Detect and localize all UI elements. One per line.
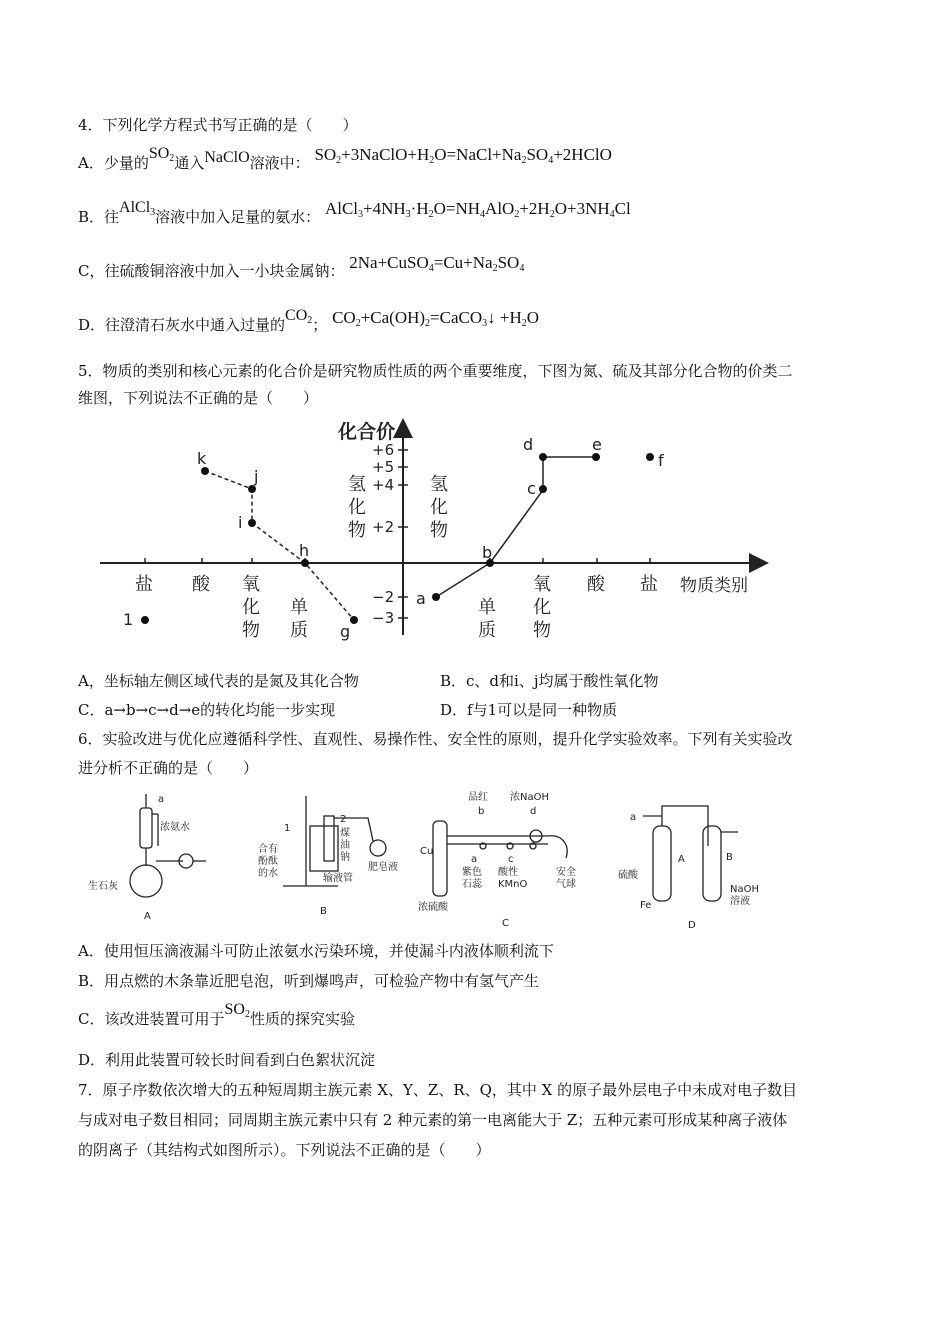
svg-text:化: 化 (533, 597, 551, 618)
fig-c-d: d (530, 806, 537, 817)
svg-text:化: 化 (430, 497, 448, 518)
fig-d-naoh: NaOH (730, 884, 759, 895)
category-label-element-right (478, 597, 496, 641)
chart-point-label-j: j (254, 467, 259, 486)
fig-c-fuchsin: 品红 (468, 792, 488, 803)
fig-d-acid: 硫酸 (618, 870, 638, 881)
chart-point-k (201, 467, 209, 475)
q4-c-equation: $2Na+CuSO_4=Cu+Na_2SO_4$ (349, 253, 525, 274)
fig-b-water1: 合有 (258, 844, 278, 855)
y-tick-label: +5 (372, 458, 395, 476)
fig-c-b: b (478, 806, 485, 817)
fig-b-water3: 的水 (258, 868, 278, 879)
fig-b-tube: 输液管 (323, 873, 353, 884)
fig-b-water2: 酚酞 (258, 856, 278, 867)
q4-d-equation: $CO_2+Ca(OH)_2=CaCO_3↓ +H_2O$ (332, 308, 540, 329)
q4-option-a[interactable]: A．少量的$SO_2$通入NaClO溶液中： $SO_2+3NaClO+H_2O=NaCl+Na_2SO_4+2HClO$ (78, 145, 612, 172)
category-label-salt-right: 盐 (640, 574, 658, 595)
chart-point-label-e: e (592, 435, 602, 454)
experiment-figures (78, 786, 798, 936)
category-labels (135, 474, 658, 641)
q5-stem-line2: 维图，下列说法不正确的是（ ） (78, 389, 319, 407)
fig-c-a: a (471, 854, 478, 865)
category-label-acid-right: 酸 (587, 574, 605, 595)
dashed-connector (205, 471, 354, 620)
fig-d-a: a (630, 812, 637, 823)
chart-point-1 (141, 616, 149, 624)
y-tick-labels (372, 441, 394, 627)
fig-a-label-a: a (158, 794, 165, 805)
fig-b-sodium: 钠 (340, 852, 350, 863)
svg-text:物: 物 (348, 520, 366, 541)
fig-b-coal: 煤 (340, 828, 350, 839)
q7-line2: 与成对电子数目相同；同周期主族元素中只有 2 种元素的第一电离能大于 Z；五种元素可形成某种离子液体 (78, 1111, 788, 1129)
category-label-salt-left: 盐 (135, 574, 153, 595)
category-label-oxide-left-vertical (242, 574, 260, 641)
fig-d-B: B (726, 852, 733, 863)
q5-option-a[interactable]: A，坐标轴左侧区域代表的是氮及其化合物 (78, 672, 359, 690)
svg-text:化: 化 (348, 497, 366, 518)
chart-point-c (539, 485, 547, 493)
category-label-oxide-right (533, 574, 551, 641)
svg-text:氢: 氢 (430, 474, 448, 495)
solid-connector (436, 457, 596, 597)
fig-c-c: c (508, 854, 514, 865)
q5-option-b[interactable]: B．c、d和i、j均属于酸性氧化物 (440, 672, 659, 690)
svg-text:氧: 氧 (242, 574, 260, 595)
q6-option-b[interactable]: B．用点燃的木条靠近肥皂泡，听到爆鸣声，可检验产物中有氢气产生 (78, 972, 540, 990)
valence-class-chart (90, 410, 780, 650)
chart-point-h (301, 559, 309, 567)
chart-connectors (205, 457, 596, 620)
apparatus-d (643, 806, 738, 901)
chart-point-label-k: k (197, 449, 207, 468)
fig-c-balloon: 气球 (556, 879, 576, 890)
fig-c-kmno4: KMnO (498, 879, 528, 890)
svg-text:化: 化 (242, 597, 260, 618)
q4-option-b[interactable]: B．往AlCl$_3$溶液中加入足量的氨水： $AlCl_3+4NH_3\cdot H_2O=NH_4AlO_2+2H_2O+3NH_4Cl$ (78, 199, 631, 226)
chart-point-label-b: b (482, 543, 493, 562)
q4-option-c[interactable]: C，往硫酸铜溶液中加入一小块金属钠： $2Na+CuSO_4=Cu+Na_2SO_4$ (78, 253, 525, 280)
apparatus-a (130, 794, 206, 897)
fig-b-tag: B (320, 906, 327, 917)
chart-point-g (350, 616, 358, 624)
category-label-element-left (290, 597, 308, 641)
category-label-acid-left: 酸 (192, 574, 210, 595)
q4-b-equation: $AlCl_3+4NH_3\cdot H_2O=NH_4AlO_2+2H_2O+3NH_4Cl$ (324, 199, 631, 220)
fig-b-num2: 2 (340, 814, 347, 825)
chart-point-f (646, 453, 654, 461)
q5-option-d[interactable]: D．f与1可以是同一种物质 (440, 701, 618, 719)
x-axis-title: 物质类别 (680, 576, 748, 596)
y-tick-label: +4 (372, 476, 395, 494)
q7-line3: 的阴离子（其结构式如图所示）。下列说法不正确的是（ ） (78, 1141, 491, 1159)
fig-d-A: A (678, 854, 685, 865)
q6-stem-line2: 进分析不正确的是（ ） (78, 759, 259, 777)
chart-point-label-c: c (527, 479, 536, 498)
q6-option-a[interactable]: A．使用恒压滴液漏斗可防止浓氨水污染环境，并使漏斗内液体顺利流下 (78, 942, 554, 960)
q4-a-equation: $SO_2+3NaClO+H_2O=NaCl+Na_2SO_4+2HClO$ (314, 145, 612, 166)
fig-c-sulfuric: 浓硫酸 (418, 902, 448, 913)
q4-option-d[interactable]: D．往澄清石灰水中通入过量的$CO_2$； $CO_2+Ca(OH)_2=CaCO_3↓ +H_2O$ (78, 307, 540, 334)
fig-a-tag: A (144, 911, 151, 922)
chart-point-label-g: g (340, 622, 351, 641)
fig-b-soap: 肥皂液 (368, 862, 398, 873)
y-tick-label: −3 (372, 609, 395, 627)
chart-point-j (248, 485, 256, 493)
q4-stem: 4．下列化学方程式书写正确的是（ ） (78, 116, 358, 134)
svg-text:物: 物 (533, 620, 551, 641)
chart-point-e (592, 453, 600, 461)
hydride-label-left (348, 474, 366, 541)
q5-option-c[interactable]: C．a→b→c→d→e的转化均能一步实现 (78, 701, 336, 719)
fig-a-label-lime: 生石灰 (88, 881, 118, 892)
svg-text:单: 单 (290, 597, 308, 618)
q7-line1: 7．原子序数依次增大的五种短周期主族元素 X、Y、Z、R、Q，其中 X 的原子最外层电子中未成对电子数目 (78, 1081, 798, 1099)
chart-point-a (432, 593, 440, 601)
chart-point-label-f: f (658, 451, 664, 470)
fig-c-safe: 安全 (556, 867, 576, 878)
fig-b-num1: 1 (284, 823, 291, 834)
svg-text:质: 质 (478, 620, 496, 641)
y-tick-label: +2 (372, 518, 395, 536)
svg-text:单: 单 (478, 597, 496, 618)
q6-stem-line1: 6．实验改进与优化应遵循科学性、直观性、易操作性、安全性的原则，提升化学实验效率。下列有关实验改 (78, 730, 793, 748)
chart-point-d (539, 453, 547, 461)
fig-c-acidic: 酸性 (498, 867, 518, 878)
fig-b-oil: 油 (340, 840, 350, 851)
svg-text:氧: 氧 (533, 574, 551, 595)
chart-point-i (248, 519, 256, 527)
chart-point-label-i: i (238, 513, 243, 532)
fig-c-purple: 紫色 (462, 867, 482, 878)
fig-d-fe: Fe (640, 900, 652, 911)
q5-stem-line1: 5．物质的类别和核心元素的化合价是研究物质性质的两个重要维度，下图为氮、硫及其部分化合物的价类二 (78, 362, 793, 380)
svg-text:物: 物 (430, 520, 448, 541)
chart-point-label-1: 1 (123, 610, 134, 629)
y-tick-label: +6 (372, 441, 395, 459)
svg-text:质: 质 (290, 620, 308, 641)
fig-c-cu: Cu (420, 846, 434, 857)
chart-points (141, 453, 654, 624)
fig-a-label-ammonia: 浓氨水 (160, 822, 190, 833)
chart-point-label-a: a (416, 589, 426, 608)
fig-c-litmus: 石蕊 (462, 879, 482, 890)
fig-d-tag: D (688, 920, 696, 931)
q6-option-c[interactable]: C．该改进装置可用于$SO_2$性质的探究实验 (78, 1001, 355, 1028)
hydride-label-right (430, 474, 448, 541)
y-tick-label: −2 (372, 588, 395, 606)
svg-text:氢: 氢 (348, 474, 366, 495)
chart-point-label-d: d (523, 435, 534, 454)
fig-c-tag: C (502, 918, 509, 929)
chart-point-label-h: h (299, 541, 310, 560)
q6-option-d[interactable]: D．利用此装置可较长时间看到白色絮状沉淀 (78, 1051, 376, 1069)
fig-d-solution: 溶液 (730, 896, 750, 907)
y-axis-title: 化合价 (338, 421, 396, 443)
svg-text:物: 物 (242, 620, 260, 641)
fig-c-naoh: 浓NaOH (510, 792, 549, 803)
